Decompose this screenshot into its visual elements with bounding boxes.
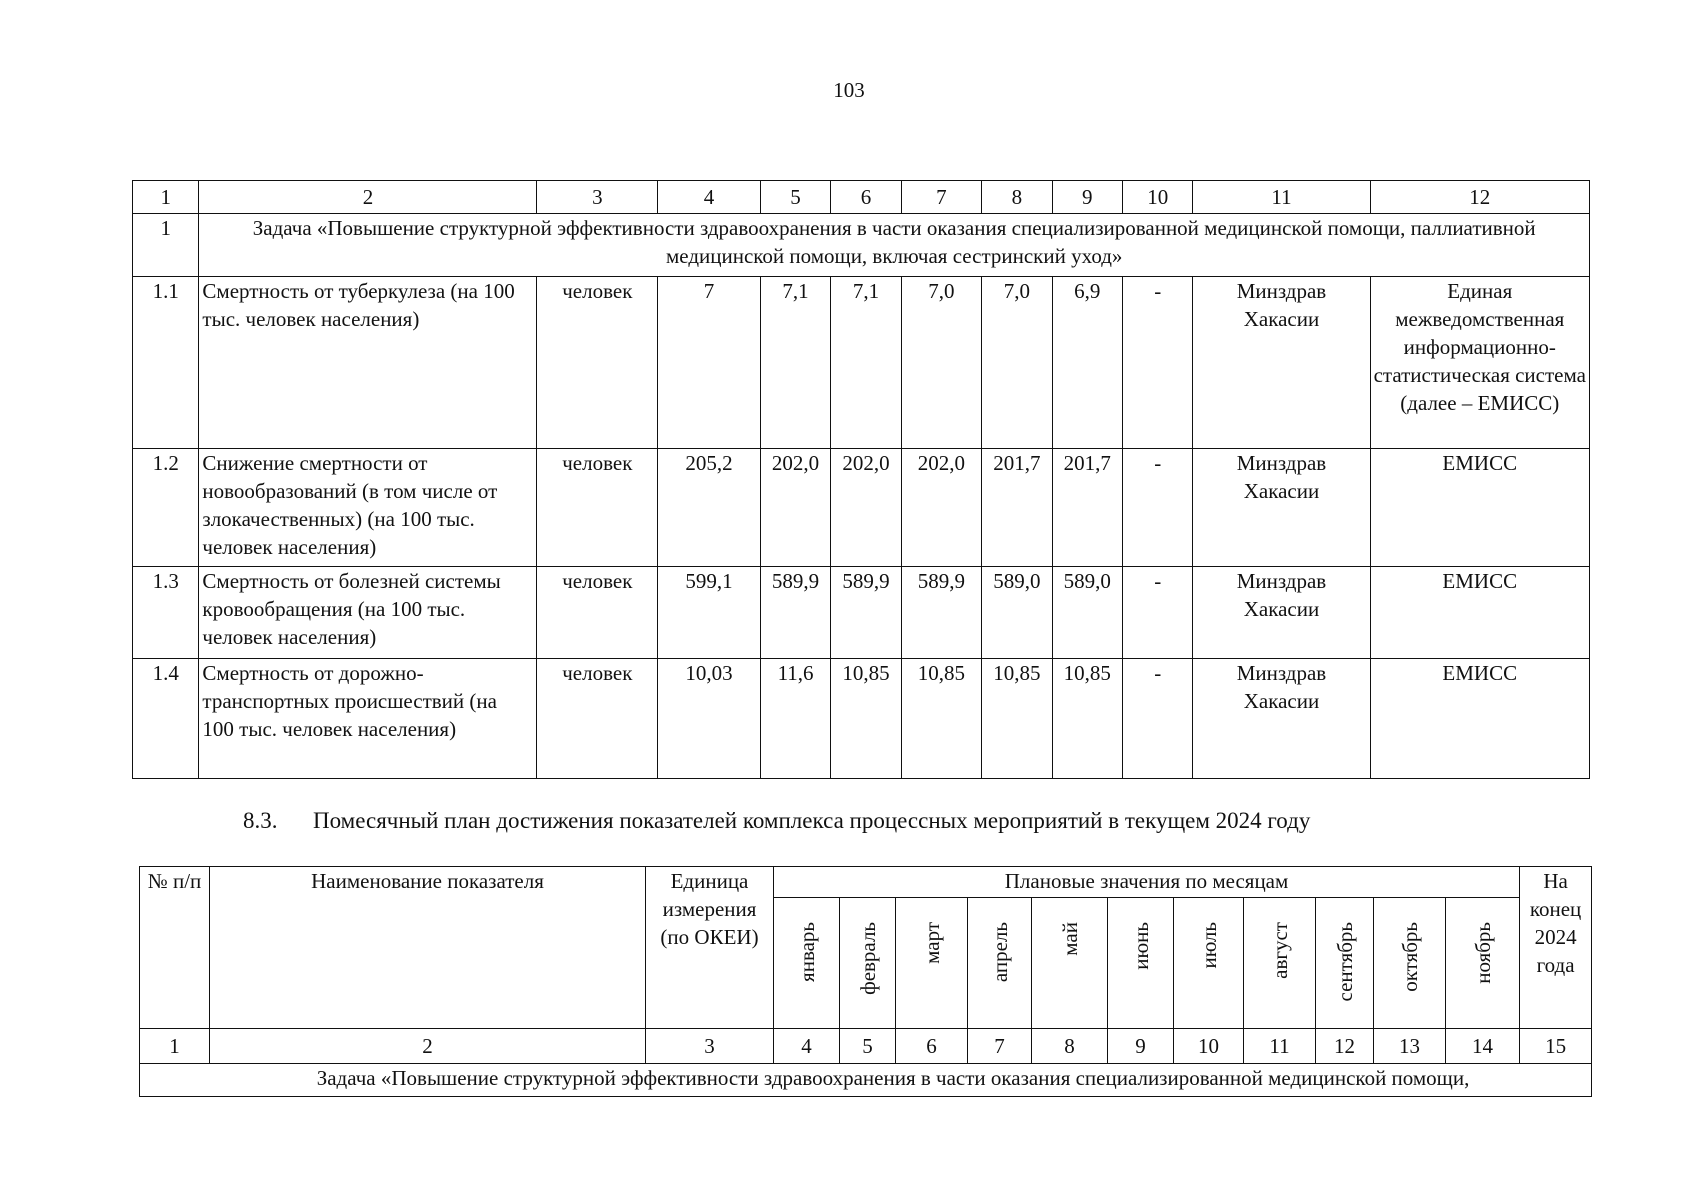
responsible: Минздрав Хакасии (1193, 449, 1370, 567)
task-row (140, 1064, 1592, 1097)
data-source: Единая межведомственная информационно-статистическая система (далее – ЕМИСС) (1370, 277, 1589, 449)
value: 589,0 (1052, 567, 1122, 659)
unit: человек (537, 659, 658, 779)
month-label: сентябрь (1332, 922, 1357, 1002)
row-number: 1.3 (133, 567, 199, 659)
column-number: 1 (133, 181, 199, 214)
unit: человек (537, 449, 658, 567)
column-number: 3 (537, 181, 658, 214)
header-name: Наименование показателя (210, 867, 646, 1029)
column-number: 9 (1052, 181, 1122, 214)
value: 7,1 (760, 277, 830, 449)
section-heading (243, 808, 1310, 834)
header-months: Плановые значения по месяцам (774, 867, 1520, 898)
responsible: Минздрав Хакасии (1193, 567, 1370, 659)
month-label: август (1267, 922, 1292, 979)
data-source: ЕМИСС (1370, 449, 1589, 567)
value: 6,9 (1052, 277, 1122, 449)
row-number: 1.2 (133, 449, 199, 567)
value: - (1123, 277, 1193, 449)
data-source: ЕМИСС (1370, 659, 1589, 779)
column-number: 7 (901, 181, 981, 214)
month-header (896, 898, 968, 1029)
value-base: 7 (658, 277, 761, 449)
indicator-name: Смертность от дорожно-транспортных происшествий (на 100 тыс. человек населения) (199, 659, 537, 779)
value: 10,85 (1052, 659, 1122, 779)
column-number: 1 (140, 1029, 210, 1064)
indicator-name: Снижение смертности от новообразований (в том числе от злокачественных) (на 100 тыс. человек населения) (199, 449, 537, 567)
column-number: 6 (896, 1029, 968, 1064)
column-number: 4 (658, 181, 761, 214)
month-label: март (919, 922, 944, 964)
month-label: январь (794, 922, 819, 982)
month-label: май (1057, 922, 1082, 956)
value-base: 205,2 (658, 449, 761, 567)
column-number: 8 (1032, 1029, 1108, 1064)
task-title: Задача «Повышение структурной эффективности здравоохранения в части оказания специализированной медицинской помощи, (140, 1064, 1592, 1097)
column-number-row (140, 1029, 1592, 1064)
column-number: 15 (1520, 1029, 1592, 1064)
table-row (133, 659, 1590, 779)
value: - (1123, 659, 1193, 779)
month-header (1446, 898, 1520, 1029)
column-number: 5 (760, 181, 830, 214)
column-number-row (133, 181, 1590, 214)
value: 202,0 (831, 449, 901, 567)
value: - (1123, 449, 1193, 567)
table-row (133, 449, 1590, 567)
monthly-plan-table (139, 866, 1592, 1097)
indicator-name: Смертность от болезней системы кровообращения (на 100 тыс. человек населения) (199, 567, 537, 659)
data-source: ЕМИСС (1370, 567, 1589, 659)
table-row (133, 277, 1590, 449)
unit: человек (537, 567, 658, 659)
column-number: 4 (774, 1029, 840, 1064)
column-number: 12 (1370, 181, 1589, 214)
column-number: 9 (1108, 1029, 1174, 1064)
value: 11,6 (760, 659, 830, 779)
month-header (1374, 898, 1446, 1029)
header-number: № п/п (140, 867, 210, 1029)
column-number: 10 (1174, 1029, 1244, 1064)
value: 10,85 (831, 659, 901, 779)
column-number: 12 (1316, 1029, 1374, 1064)
unit: человек (537, 277, 658, 449)
table-row (133, 567, 1590, 659)
column-number: 6 (831, 181, 901, 214)
month-header (1316, 898, 1374, 1029)
month-label: апрель (987, 922, 1012, 983)
month-label: февраль (855, 922, 880, 995)
value: 7,0 (901, 277, 981, 449)
month-header (1108, 898, 1174, 1029)
section-title: Помесячный план достижения показателей комплекса процессных мероприятий в текущем 2024 году (313, 808, 1311, 833)
column-number: 11 (1193, 181, 1370, 214)
header-year-end: На конец 2024 года (1520, 867, 1592, 1029)
value: 201,7 (1052, 449, 1122, 567)
value: 201,7 (982, 449, 1052, 567)
task-number: 1 (133, 214, 199, 277)
month-header (1174, 898, 1244, 1029)
value: 202,0 (901, 449, 981, 567)
indicators-table (132, 180, 1590, 779)
row-number: 1.1 (133, 277, 199, 449)
column-number: 8 (982, 181, 1052, 214)
month-header (840, 898, 896, 1029)
month-label: октябрь (1397, 922, 1422, 992)
header-row (140, 867, 1592, 898)
responsible: Минздрав Хакасии (1193, 659, 1370, 779)
month-header (1244, 898, 1316, 1029)
column-number: 5 (840, 1029, 896, 1064)
task-title: Задача «Повышение структурной эффективности здравоохранения в части оказания специализированной медицинской помощи, паллиативной медицинской помощи, включая сестринский уход» (199, 214, 1590, 277)
value: 589,9 (831, 567, 901, 659)
task-row (133, 214, 1590, 277)
indicator-name: Смертность от туберкулеза (на 100 тыс. человек населения) (199, 277, 537, 449)
value-base: 10,03 (658, 659, 761, 779)
value: 10,85 (982, 659, 1052, 779)
month-header (1032, 898, 1108, 1029)
value: 589,0 (982, 567, 1052, 659)
month-label: ноябрь (1470, 922, 1495, 984)
value: 589,9 (760, 567, 830, 659)
column-number: 3 (646, 1029, 774, 1064)
value: 7,1 (831, 277, 901, 449)
month-header (774, 898, 840, 1029)
header-unit: Единица измерения (по ОКЕИ) (646, 867, 774, 1029)
page-number: 103 (833, 78, 865, 102)
value: - (1123, 567, 1193, 659)
responsible: Минздрав Хакасии (1193, 277, 1370, 449)
column-number: 10 (1123, 181, 1193, 214)
value: 589,9 (901, 567, 981, 659)
month-header (968, 898, 1032, 1029)
value: 7,0 (982, 277, 1052, 449)
column-number: 2 (199, 181, 537, 214)
column-number: 2 (210, 1029, 646, 1064)
value-base: 599,1 (658, 567, 761, 659)
column-number: 11 (1244, 1029, 1316, 1064)
column-number: 7 (968, 1029, 1032, 1064)
month-label: июнь (1128, 922, 1153, 970)
section-number: 8.3. (243, 808, 278, 833)
column-number: 14 (1446, 1029, 1520, 1064)
value: 202,0 (760, 449, 830, 567)
column-number: 13 (1374, 1029, 1446, 1064)
month-label: июль (1196, 922, 1221, 969)
row-number: 1.4 (133, 659, 199, 779)
value: 10,85 (901, 659, 981, 779)
